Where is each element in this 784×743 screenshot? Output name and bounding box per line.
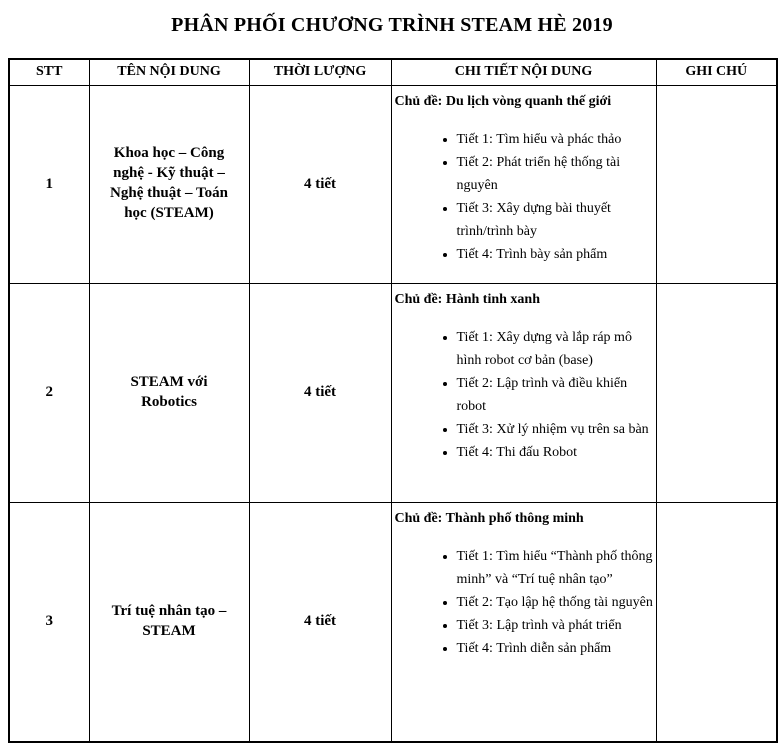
lesson-item: • Tiết 3: Xây dựng bài thuyết trình/trình bày xyxy=(457,197,654,243)
duration-cell: 4 tiết xyxy=(249,85,391,283)
note-cell xyxy=(656,502,777,742)
lesson-item: • Tiết 4: Thi đấu Robot xyxy=(457,441,654,464)
lesson-item: • Tiết 2: Lập trình và điều khiển robot xyxy=(457,372,654,418)
detail-cell xyxy=(391,283,656,502)
stt-cell: 2 xyxy=(9,283,89,502)
note-cell xyxy=(656,283,777,502)
note-cell xyxy=(656,85,777,283)
table-row xyxy=(9,85,777,283)
name-cell: STEAM với Robotics xyxy=(89,283,249,502)
lesson-item: • Tiết 4: Trình bày sản phẩm xyxy=(457,243,654,266)
detail-cell xyxy=(391,85,656,283)
lesson-list xyxy=(395,326,654,464)
header-stt: STT xyxy=(9,59,89,85)
header-note: GHI CHÚ xyxy=(656,59,777,85)
page-title: PHÂN PHỐI CHƯƠNG TRÌNH STEAM HÈ 2019 xyxy=(171,14,613,36)
stt-cell: 1 xyxy=(9,85,89,283)
table-row xyxy=(9,502,777,742)
lesson-item: • Tiết 1: Tìm hiểu “Thành phố thông minh” và “Trí tuệ nhân tạo” xyxy=(457,545,654,591)
lesson-list xyxy=(395,545,654,660)
header-row xyxy=(9,59,777,85)
lesson-item: • Tiết 4: Trình diễn sản phẩm xyxy=(457,637,654,660)
lesson-list xyxy=(395,128,654,266)
lesson-item: • Tiết 3: Xử lý nhiệm vụ trên sa bàn xyxy=(457,418,654,441)
duration-cell: 4 tiết xyxy=(249,502,391,742)
stt-cell: 3 xyxy=(9,502,89,742)
header-name: TÊN NỘI DUNG xyxy=(89,59,249,85)
lesson-item: • Tiết 1: Xây dựng và lắp ráp mô hình robot cơ bản (base) xyxy=(457,326,654,372)
header-duration: THỜI LƯỢNG xyxy=(249,59,391,85)
duration-cell: 4 tiết xyxy=(249,283,391,502)
header-detail: CHI TIẾT NỘI DUNG xyxy=(391,59,656,85)
table-row xyxy=(9,283,777,502)
topic-heading: Chủ đề: Du lịch vòng quanh thế giới xyxy=(394,93,612,109)
lesson-item: • Tiết 2: Phát triển hệ thống tài nguyên xyxy=(457,151,654,197)
name-cell: Trí tuệ nhân tạo – STEAM xyxy=(89,502,249,742)
lesson-item: • Tiết 1: Tìm hiểu và phác thảo xyxy=(457,128,654,151)
name-cell: Khoa học – Công nghệ - Kỹ thuật – Nghệ thuật – Toán học (STEAM) xyxy=(89,85,249,283)
lesson-item: • Tiết 3: Lập trình và phát triển xyxy=(457,614,654,637)
lesson-item: • Tiết 2: Tạo lập hệ thống tài nguyên xyxy=(457,591,654,614)
topic-heading: Chủ đề: Thành phố thông minh xyxy=(394,510,584,526)
detail-cell xyxy=(391,502,656,742)
topic-heading: Chủ đề: Hành tinh xanh xyxy=(394,291,541,307)
program-table xyxy=(8,58,778,743)
